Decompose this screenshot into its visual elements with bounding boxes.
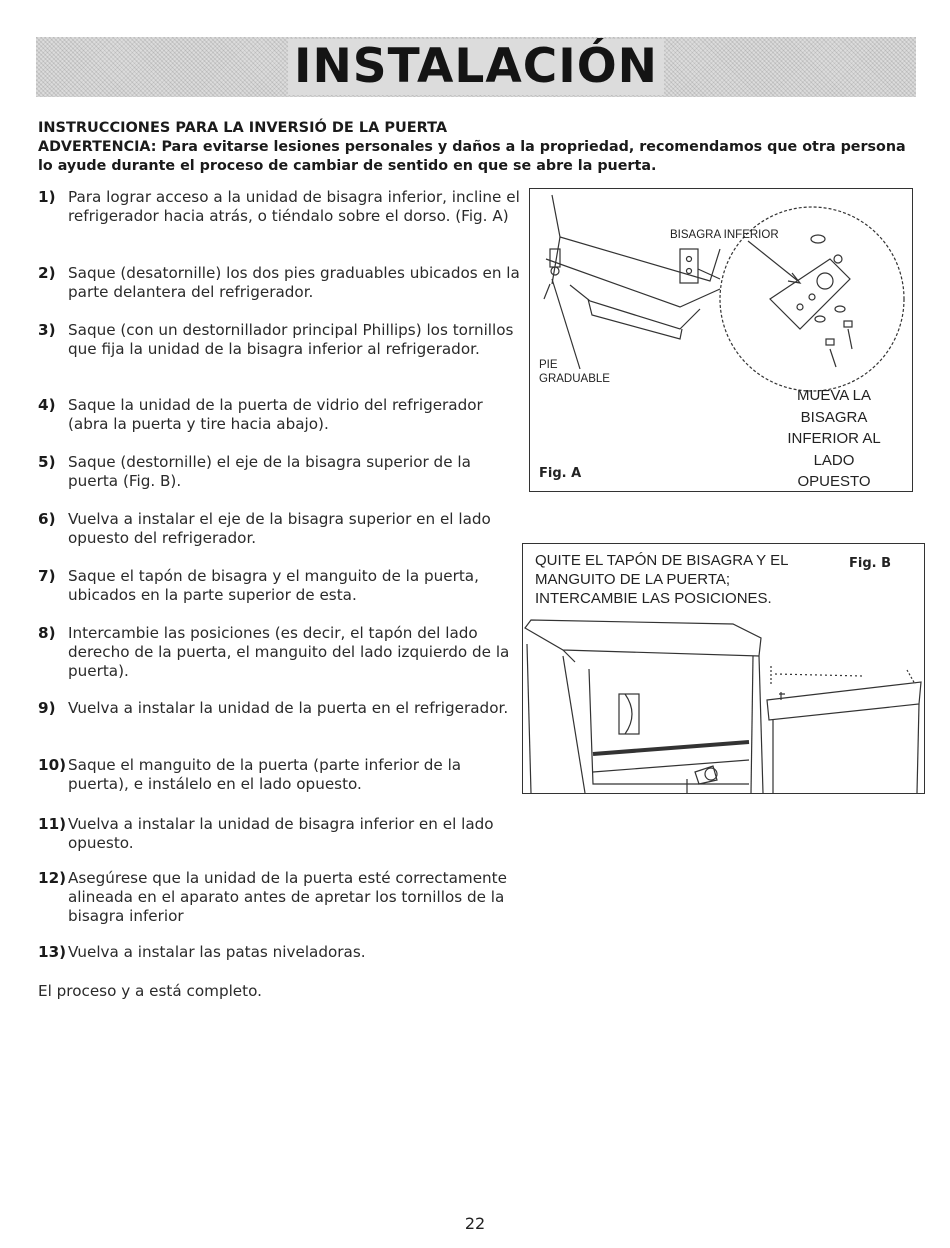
step-text: Vuelva a instalar la unidad de la puerta en el refrigerador.: [68, 699, 509, 717]
step-text: Vuelva a instalar las patas niveladoras.: [68, 943, 366, 961]
fig-b-caption: Fig. B: [849, 556, 892, 571]
warning-text: ADVERTENCIA: Para evitarse lesiones personales y daños a la propriedad, recomendamos que otra persona lo ayude durante el proceso de cambiar de sentido en que se abre la puerta.: [38, 139, 906, 174]
step-text: Asegúrese que la unidad de la puerta esté correctamente alineada en el aparato antes de apretar los tornillos de la bisagra inferior: [68, 869, 507, 925]
step-text: Vuelva a instalar el eje de la bisagra superior en el lado opuesto del refrigerador.: [68, 510, 491, 547]
move-hinge-note: [764, 385, 904, 493]
step-number: 6): [38, 510, 56, 528]
figure-a: [529, 188, 913, 492]
step-number: 12): [38, 869, 67, 887]
step-item: [38, 699, 523, 718]
step-number: 1): [38, 188, 56, 206]
step-number: 9): [38, 699, 56, 717]
fig-b-line2: MANGUITO DE LA PUERTA;: [535, 571, 731, 588]
step-item: [38, 567, 523, 605]
banner-title: INSTALACIÓN: [288, 39, 664, 95]
fig-b-line3: INTERCAMBIE LAS POSICIONES.: [535, 590, 772, 607]
step-number: 8): [38, 624, 56, 642]
step-number: 10): [38, 756, 67, 774]
section-heading: INSTRUCCIONES PARA LA INVERSIÓ DE LA PUERTA: [38, 120, 448, 136]
move-line-2: BISAGRA: [800, 408, 868, 426]
step-number: 5): [38, 453, 56, 471]
step-number: 11): [38, 815, 67, 833]
step-text: Vuelva a instalar la unidad de bisagra inferior en el lado opuesto.: [68, 815, 494, 852]
fig-b-line1: QUITE EL TAPÓN DE BISAGRA Y EL: [535, 552, 789, 569]
figure-b: [522, 543, 925, 794]
step-text: Saque (con un destornillador principal Phillips) los tornillos que fija la unidad de la bisagra inferior al refrigerador.: [68, 321, 514, 358]
step-item: [38, 756, 523, 794]
step-number: 3): [38, 321, 56, 339]
step-number: 4): [38, 396, 56, 414]
step-number: 2): [38, 264, 56, 282]
step-item: [38, 188, 523, 226]
step-item: [38, 321, 523, 359]
step-item: [38, 396, 523, 434]
step-item: [38, 510, 523, 548]
step-item: [38, 943, 523, 962]
step-text: Saque (desatornille) los dos pies graduables ubicados en la parte delantera del refrigerador.: [68, 264, 520, 301]
step-text: Saque la unidad de la puerta de vidrio del refrigerador (abra la puerta y tire hacia abajo).: [68, 396, 483, 433]
step-item: [38, 264, 523, 302]
step-item: [38, 815, 523, 853]
section-banner: [36, 37, 916, 97]
step-item: [38, 869, 523, 926]
move-line-4: LADO: [813, 451, 855, 469]
hinge-label: BISAGRA INFERIOR: [670, 229, 779, 241]
move-line-5: OPUESTO: [797, 473, 871, 490]
move-line-1: MUEVA LA: [797, 387, 871, 404]
step-text: Intercambie las posiciones (es decir, el tapón del lado derecho de la puerta, el manguito del lado izquierdo de la puerta).: [68, 624, 510, 680]
door-illustration: [523, 544, 924, 793]
fig-a-caption: Fig. A: [539, 466, 582, 481]
step-text: Saque el tapón de bisagra y el manguito de la puerta, ubicados en la parte superior de esta.: [68, 567, 479, 604]
foot-label-line2: GRADUABLE: [539, 373, 610, 385]
page-number: 22: [464, 1214, 486, 1233]
step-number: 7): [38, 567, 56, 585]
step-number: 13): [38, 943, 67, 961]
final-note: El proceso y a está completo.: [38, 982, 262, 1000]
step-item: [38, 624, 523, 681]
foot-label-line1: PIE: [539, 359, 558, 371]
step-item: [38, 453, 523, 491]
move-line-3: INFERIOR AL: [787, 430, 881, 447]
step-text: Saque el manguito de la puerta (parte inferior de la puerta), e instálelo en el lado opuesto.: [68, 756, 462, 793]
step-text: Para lograr acceso a la unidad de bisagra inferior, incline el refrigerador hacia atrás, o tiéndalo sobre el dorso. (Fig. A): [68, 188, 520, 225]
step-text: Saque (destornille) el eje de la bisagra superior de la puerta (Fig. B).: [68, 453, 471, 490]
